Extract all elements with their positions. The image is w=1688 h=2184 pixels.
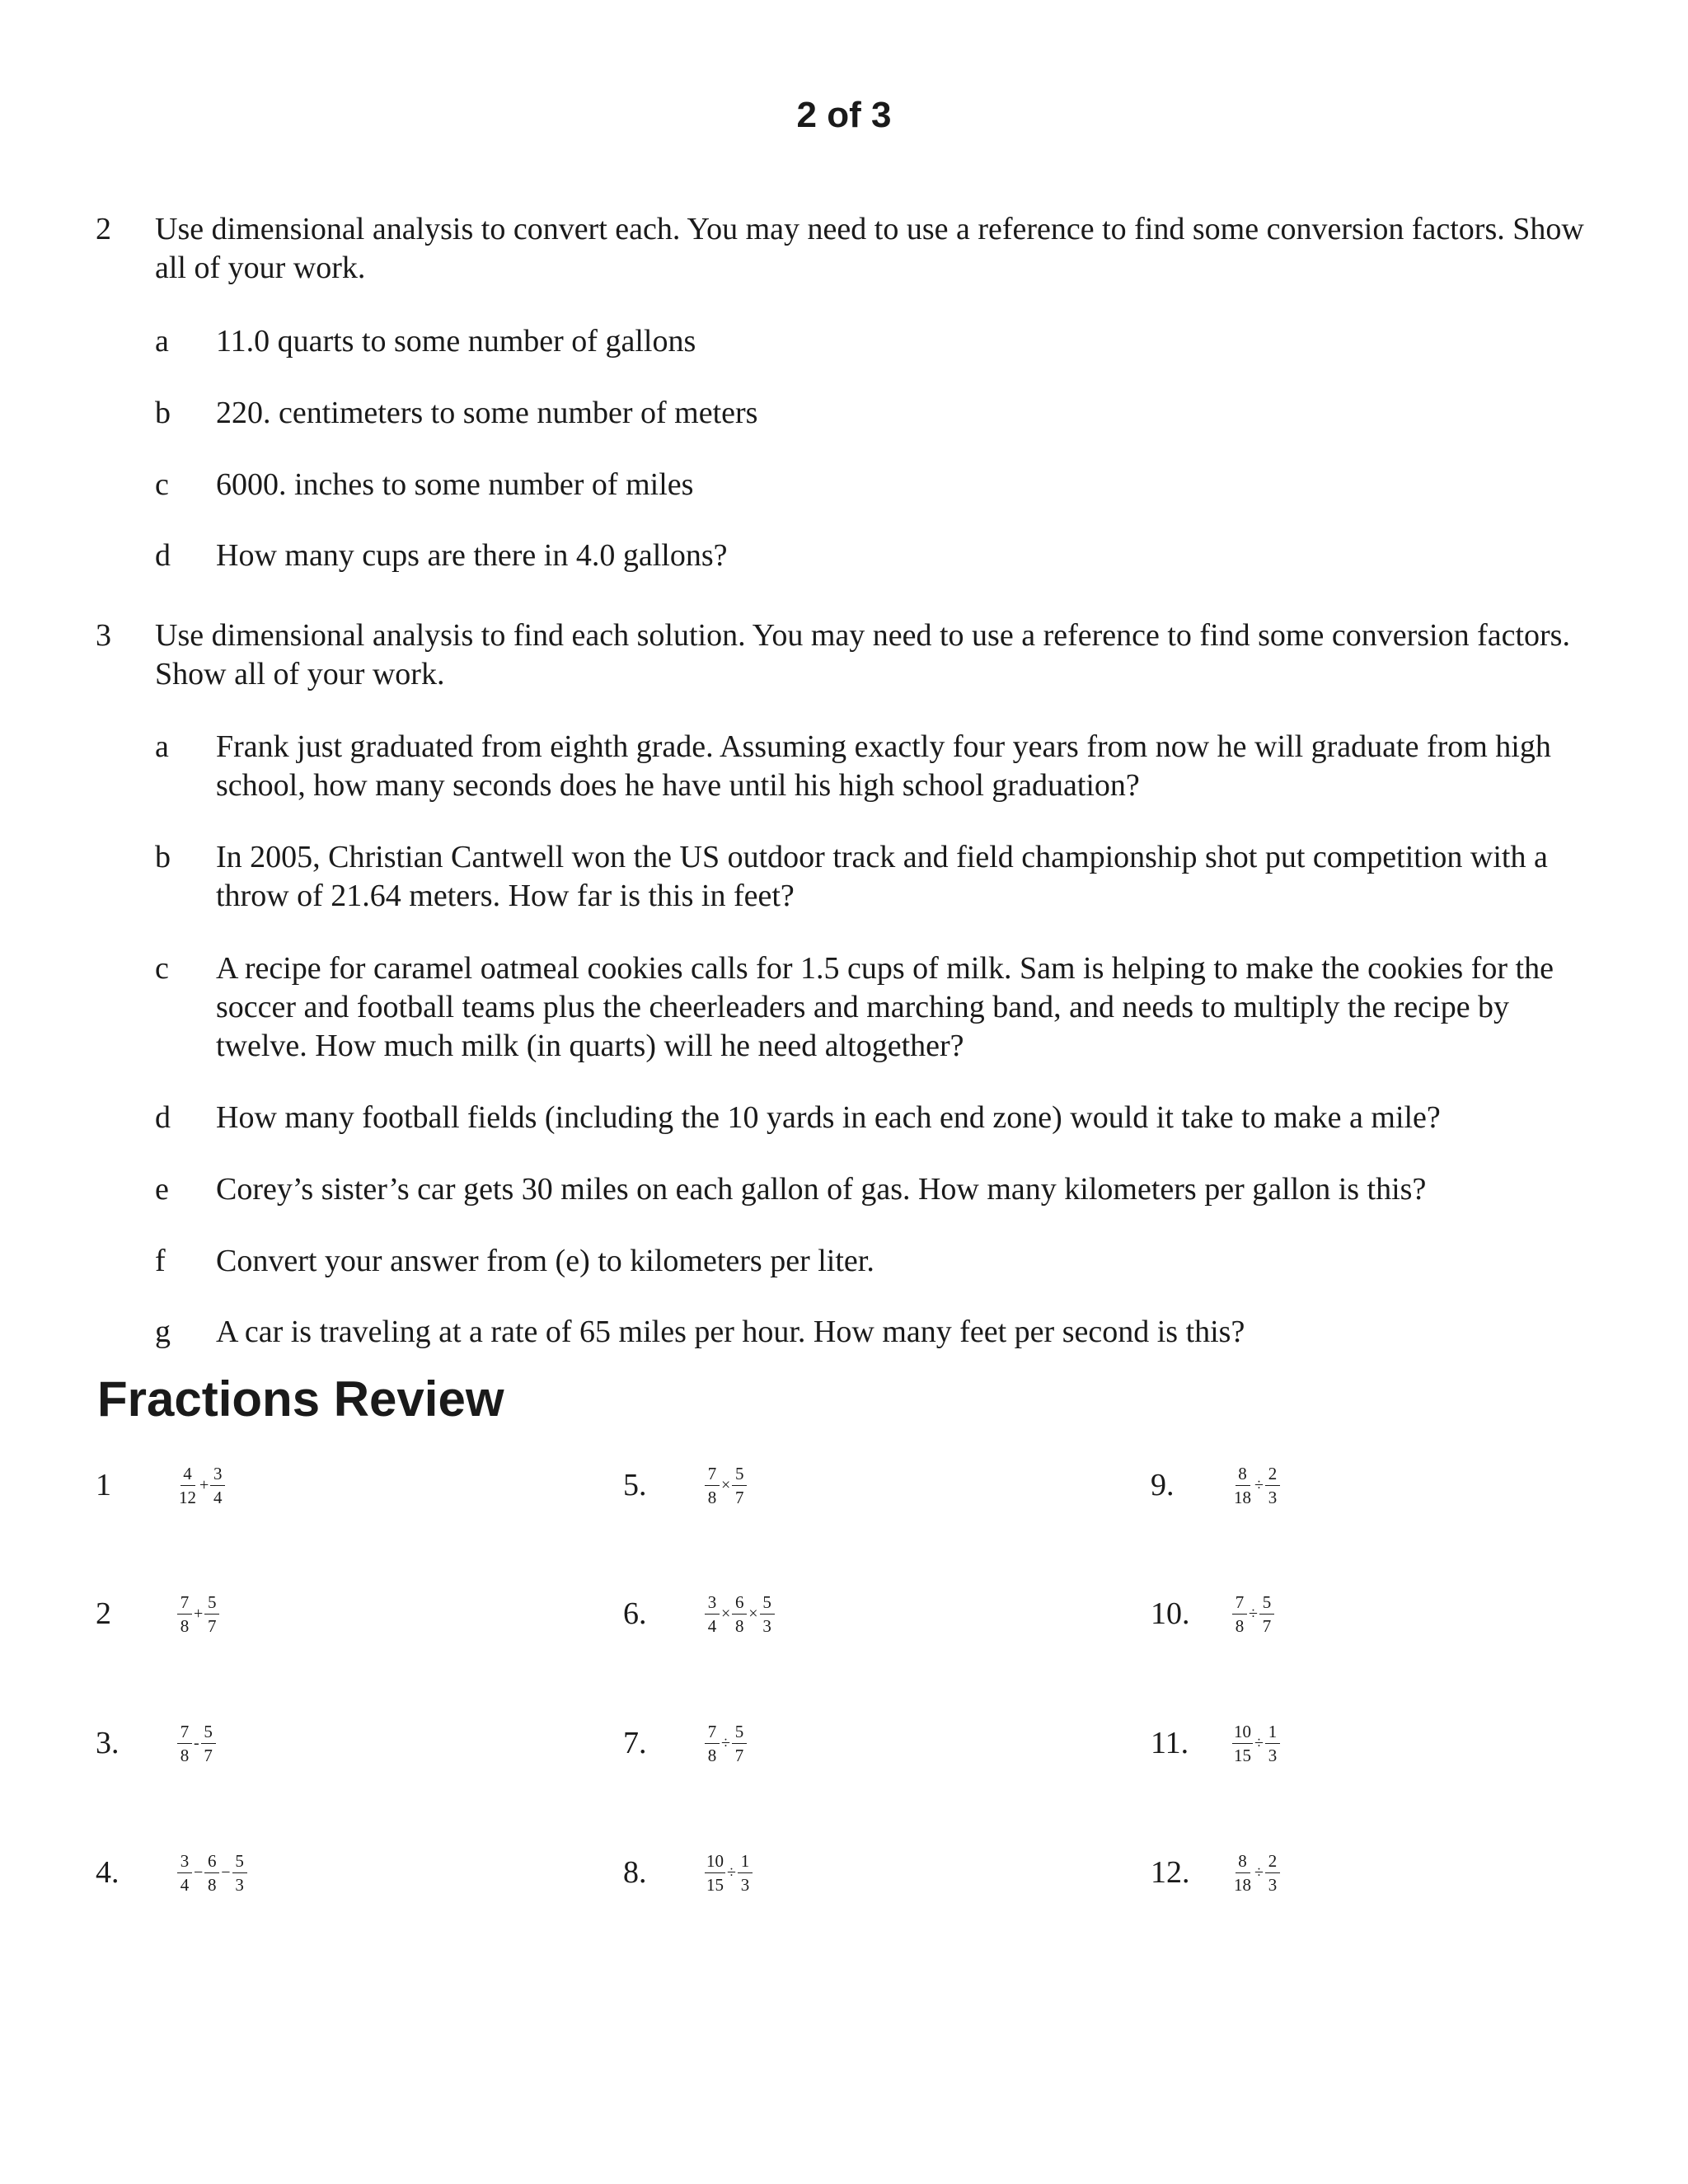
numerator: 4 (181, 1464, 195, 1486)
denominator: 3 (762, 1615, 771, 1636)
problem-number: 10. (1151, 1596, 1190, 1631)
fraction-expression (176, 1848, 248, 1897)
problem-number: 3. (96, 1726, 120, 1760)
part-text: Corey’s sister’s car gets 30 miles on each gallon of gas. How many kilometers per gallon is this? (216, 1172, 1427, 1207)
problem-number: 4. (96, 1855, 120, 1890)
fraction (177, 1464, 198, 1507)
numerator: 3 (177, 1851, 192, 1873)
fraction (1232, 1851, 1253, 1895)
fraction-expression (176, 1589, 220, 1638)
numerator: 1 (738, 1851, 753, 1873)
fraction-expression (176, 1718, 217, 1768)
operator: ÷ (1249, 1605, 1258, 1623)
part-text: A car is traveling at a rate of 65 miles per hour. How many feet per second is this? (216, 1315, 1245, 1349)
fraction (201, 1722, 216, 1765)
fraction (738, 1851, 753, 1895)
numerator: 3 (705, 1592, 720, 1615)
problem-number: 5. (623, 1468, 647, 1502)
denominator: 3 (1268, 1745, 1278, 1765)
operator: ÷ (727, 1863, 736, 1882)
part-letter: c (155, 951, 169, 986)
operator: × (721, 1605, 731, 1623)
part-text: Convert your answer from (e) to kilometers per liter. (216, 1244, 874, 1278)
fraction-expression (1231, 1589, 1275, 1638)
denominator: 8 (735, 1615, 744, 1636)
fraction-expression (704, 1718, 748, 1768)
denominator: 3 (1268, 1487, 1278, 1507)
fraction (204, 1851, 219, 1895)
numerator: 10 (705, 1851, 725, 1873)
fraction-expression (1231, 1460, 1281, 1510)
part-text: 220. centimeters to some number of meters (216, 396, 758, 430)
denominator: 15 (1234, 1745, 1251, 1765)
denominator: 7 (735, 1487, 744, 1507)
denominator: 8 (208, 1874, 217, 1895)
operator: ÷ (721, 1734, 730, 1752)
question-text: Use dimensional analysis to find each solution. You may need to use a reference to find some conversion factors. Show all of your work. (155, 618, 1570, 691)
fraction (232, 1851, 247, 1895)
numerator: 2 (1265, 1464, 1280, 1486)
numerator: 7 (1232, 1592, 1247, 1615)
numerator: 5 (232, 1851, 247, 1873)
fraction-expression (704, 1460, 748, 1510)
denominator: 18 (1234, 1487, 1251, 1507)
part-letter: b (155, 840, 171, 874)
fraction (1232, 1592, 1247, 1636)
numerator: 5 (1259, 1592, 1274, 1615)
fraction (732, 1464, 747, 1507)
part-letter: d (155, 538, 171, 573)
fraction (204, 1592, 219, 1636)
numerator: 6 (204, 1851, 219, 1873)
part-letter: g (155, 1315, 171, 1349)
problem-number: 1 (96, 1468, 111, 1502)
numerator: 5 (201, 1722, 216, 1744)
numerator: 7 (705, 1722, 720, 1744)
operator: ÷ (1254, 1734, 1264, 1752)
denominator: 8 (180, 1745, 190, 1765)
operator: - (194, 1734, 199, 1752)
numerator: 1 (1265, 1722, 1280, 1744)
operator: + (199, 1476, 209, 1494)
numerator: 8 (1236, 1851, 1250, 1873)
part-text: 6000. inches to some number of miles (216, 467, 694, 502)
question-text: Use dimensional analysis to convert each. You may need to use a reference to find some conversion factors. Show all of your work. (155, 212, 1584, 285)
problem-number: 9. (1151, 1468, 1175, 1502)
part-letter: a (155, 729, 169, 764)
operator: ÷ (1254, 1476, 1264, 1494)
fraction (732, 1592, 747, 1636)
fraction (1265, 1464, 1280, 1507)
fraction (1265, 1722, 1280, 1765)
denominator: 7 (208, 1615, 217, 1636)
fraction (177, 1592, 192, 1636)
part-text: A recipe for caramel oatmeal cookies calls for 1.5 cups of milk. Sam is helping to make the cookies for the soccer and football teams plus the cheerleaders and marching band, and needs to multiply the recipe by twelve. How much milk (in quarts) will he need altogether? (216, 951, 1554, 1063)
numerator: 7 (705, 1464, 720, 1486)
numerator: 7 (177, 1592, 192, 1615)
numerator: 5 (732, 1464, 747, 1486)
denominator: 7 (1262, 1615, 1272, 1636)
part-letter: e (155, 1172, 169, 1207)
fraction-expression (1231, 1718, 1281, 1768)
section-heading: Fractions Review (97, 1371, 504, 1427)
denominator: 18 (1234, 1874, 1251, 1895)
numerator: 6 (732, 1592, 747, 1615)
question-number: 2 (96, 212, 111, 246)
part-letter: c (155, 467, 169, 502)
denominator: 15 (706, 1874, 724, 1895)
denominator: 4 (213, 1487, 223, 1507)
fraction-expression (1231, 1848, 1281, 1897)
part-text: How many football fields (including the 10 yards in each end zone) would it take to make a mile? (216, 1100, 1441, 1135)
part-text: Frank just graduated from eighth grade. Assuming exactly four years from now he will graduate from high school, how many seconds does he have until his high school graduation? (216, 729, 1551, 803)
fraction (1232, 1464, 1253, 1507)
fraction (705, 1464, 720, 1507)
denominator: 3 (740, 1874, 750, 1895)
part-text: 11.0 quarts to some number of gallons (216, 324, 696, 359)
part-letter: a (155, 324, 169, 359)
part-letter: d (155, 1100, 171, 1135)
numerator: 2 (1265, 1851, 1280, 1873)
fraction (705, 1592, 720, 1636)
operator: ÷ (1254, 1863, 1264, 1882)
fraction-expression (176, 1460, 226, 1510)
denominator: 8 (707, 1745, 717, 1765)
fraction (1259, 1592, 1274, 1636)
denominator: 3 (235, 1874, 244, 1895)
problem-number: 6. (623, 1596, 647, 1631)
page-number: 2 of 3 (796, 95, 892, 135)
fraction (210, 1464, 225, 1507)
fraction (732, 1722, 747, 1765)
fraction (177, 1722, 192, 1765)
numerator: 5 (760, 1592, 775, 1615)
numerator: 10 (1232, 1722, 1253, 1744)
fraction (705, 1722, 720, 1765)
problem-number: 2 (96, 1596, 111, 1631)
operator: × (748, 1605, 758, 1623)
fraction (760, 1592, 775, 1636)
problem-number: 12. (1151, 1855, 1190, 1890)
fraction (1232, 1722, 1253, 1765)
denominator: 4 (180, 1874, 190, 1895)
problem-number: 7. (623, 1726, 647, 1760)
numerator: 5 (732, 1722, 747, 1744)
denominator: 3 (1268, 1874, 1278, 1895)
denominator: 4 (707, 1615, 717, 1636)
fraction-expression (704, 1589, 776, 1638)
denominator: 8 (1235, 1615, 1245, 1636)
denominator: 8 (180, 1615, 190, 1636)
fraction (1265, 1851, 1280, 1895)
operator: × (721, 1476, 731, 1494)
numerator: 8 (1236, 1464, 1250, 1486)
part-text: How many cups are there in 4.0 gallons? (216, 538, 728, 573)
problem-number: 11. (1151, 1726, 1189, 1760)
problem-number: 8. (623, 1855, 647, 1890)
part-letter: b (155, 396, 171, 430)
operator: + (194, 1605, 204, 1623)
operator: − (194, 1863, 204, 1882)
operator: − (221, 1863, 231, 1882)
fraction-expression (704, 1848, 753, 1897)
denominator: 7 (204, 1745, 213, 1765)
denominator: 7 (734, 1745, 744, 1765)
numerator: 7 (177, 1722, 192, 1744)
part-letter: f (155, 1244, 166, 1278)
denominator: 12 (179, 1487, 196, 1507)
numerator: 3 (210, 1464, 225, 1486)
question-number: 3 (96, 618, 111, 653)
fraction (705, 1851, 725, 1895)
fraction (177, 1851, 192, 1895)
part-text: In 2005, Christian Cantwell won the US outdoor track and field championship shot put competition with a throw of 21.64 meters. How far is this in feet? (216, 840, 1548, 913)
numerator: 5 (204, 1592, 219, 1615)
denominator: 8 (707, 1487, 717, 1507)
